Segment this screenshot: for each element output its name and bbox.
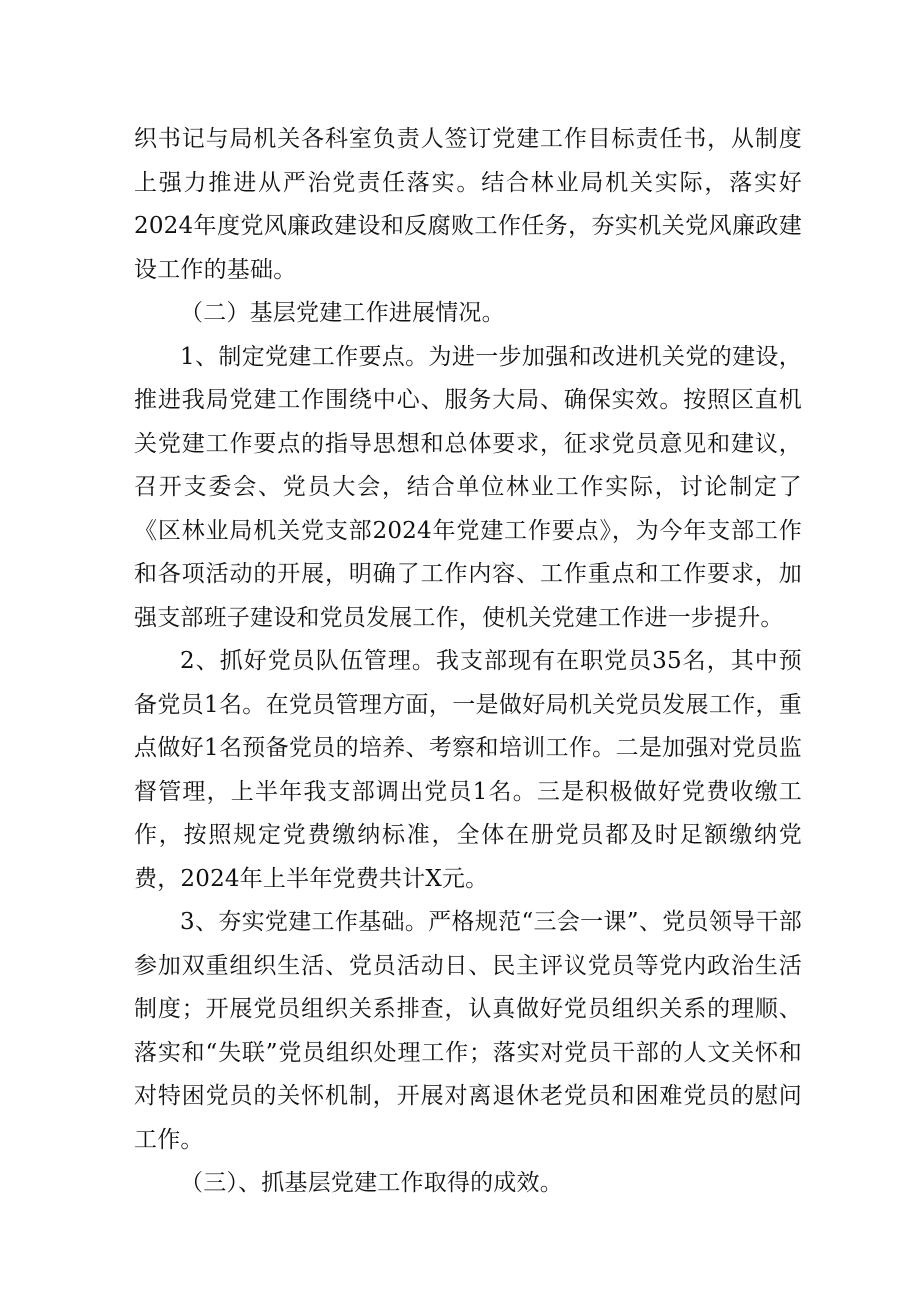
document-body bbox=[134, 118, 802, 1206]
paragraph-party-foundation: 3、夯实党建工作基础。严格规范“三会一课”、党员领导干部参加双重组织生活、党员活动日、民主评议党员等党内政治生活制度；开展党员组织关系排查，认真做好党员组织关系的理顺、落实和“失联”党员组织处理工作；落实对党员干部的人文关怀和对特困党员的关怀机制，开展对离退休老党员和困难党员的慰问工作。 bbox=[134, 909, 802, 1153]
paragraph-continuation: 织书记与局机关各科室负责人签订党建工作目标责任书，从制度上强力推进从严治党责任落实。结合林业局机关实际，落实好2024年度党风廉政建设和反腐败工作任务，夯实机关党风廉政建设工作的基础。 bbox=[134, 126, 802, 283]
paragraph-party-work-points: 1、制定党建工作要点。为进一步加强和改进机关党的建设，推进我局党建工作围绕中心、服务大局、确保实效。按照区直机关党建工作要点的指导思想和总体要求，征求党员意见和建议，召开支委会、党员大会，结合单位林业工作实际，讨论制定了《区林业局机关党支部2024年党建工作要点》，为今年支部工作和各项活动的开展，明确了工作内容、工作重点和工作要求，加强支部班子建设和党员发展工作，使机关党建工作进一步提升。 bbox=[134, 343, 802, 631]
paragraph-member-management: 2、抓好党员队伍管理。我支部现有在职党员35名，其中预备党员1名。在党员管理方面，一是做好局机关党员发展工作，重点做好1名预备党员的培养、考察和培训工作。二是加强对党员监督管理，上半年我支部调出党员1名。三是积极做好党费收缴工作，按照规定党费缴纳标准，全体在册党员都及时足额缴纳党费，2024年上半年党费共计X元。 bbox=[134, 648, 802, 892]
section-heading-3: （三）、抓基层党建工作取得的成效。 bbox=[180, 1170, 563, 1196]
section-heading-2: （二）基层党建工作进展情况。 bbox=[180, 300, 505, 326]
